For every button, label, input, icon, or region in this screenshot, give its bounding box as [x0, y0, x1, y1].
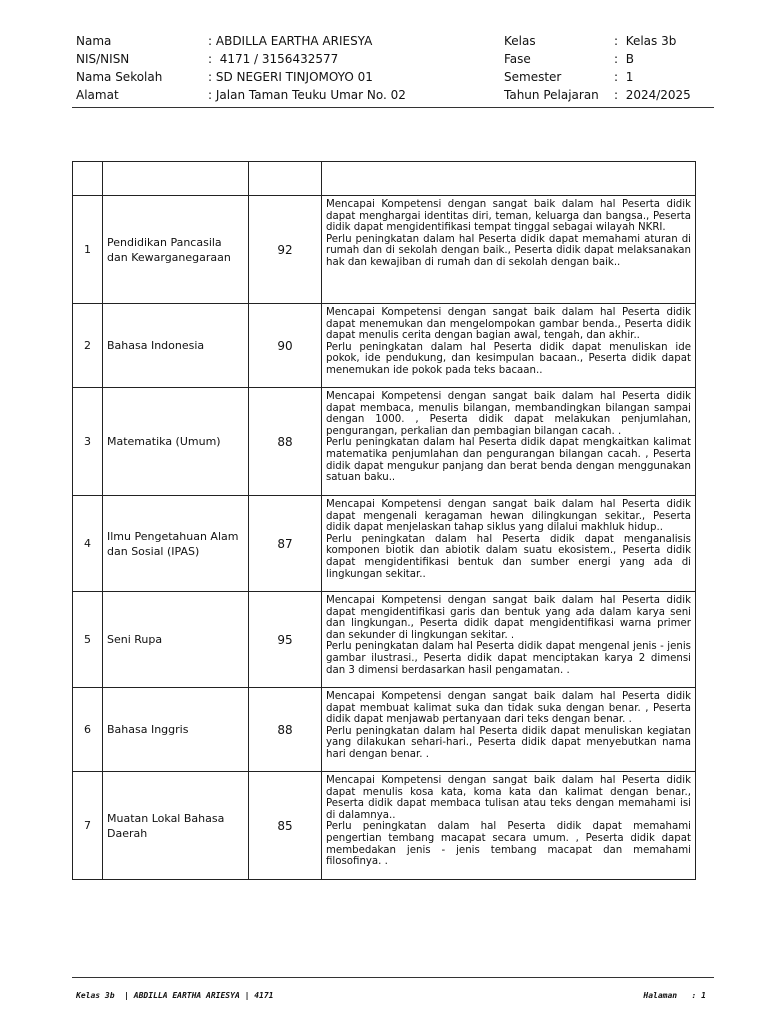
info-value: 1 [625, 70, 634, 84]
grades-table [72, 161, 696, 880]
subject-description [322, 772, 696, 880]
subject-name: Muatan Lokal Bahasa Daerah [103, 772, 249, 880]
row-number: 7 [73, 772, 103, 880]
separator: : [614, 70, 619, 84]
subject-score: 87 [249, 496, 322, 592]
info-value: ABDILLA EARTHA ARIESYA [215, 34, 373, 48]
table-row [73, 772, 696, 880]
subject-name: Bahasa Indonesia [103, 304, 249, 388]
subject-name: Pendidikan Pancasila dan Kewarganegaraan [103, 196, 249, 304]
subject-score: 88 [249, 388, 322, 496]
subject-description [322, 688, 696, 772]
info-label: Kelas [504, 34, 536, 48]
info-sep [614, 32, 676, 50]
subject-description [322, 196, 696, 304]
row-number: 6 [73, 688, 103, 772]
description-text: Mencapai Kompetensi dengan sangat baik dalam hal Peserta didik dapat membaca, menulis bilangan, membandingkan bilangan sampai dengan 1000. , Peserta didik dapat melakukan penjumlahan, pengurangan, perkalian dan pembagian bilangan cacah. . Perlu peningkatan dalam hal Peserta didik dapat mengkaitkan kalimat matematika penjumlahan dan pengurangan bilangan cacah. , Peserta didik dapat mengukur panjang dan berat benda dengan menggunakan satuan baku.. [326, 391, 691, 484]
subject-name: Ilmu Pengetahuan Alam dan Sosial (IPAS) [103, 496, 249, 592]
description-text: Mencapai Kompetensi dengan sangat baik dalam hal Peserta didik dapat menulis kosa kata, koma kata dan kalimat dengan benar., Peserta didik dapat membaca tulisan atau teks dengan memahami isi di dalamnya.. Perlu peningkatan dalam hal Peserta didik dapat memahami pengertian tembang macapat secara umum. , Peserta didik dapat membedakan jenis - jenis tembang macapat dan memahami filosofinya. . [326, 775, 691, 868]
header-cell [103, 162, 249, 196]
subject-description [322, 496, 696, 592]
footer-info: Kelas 3b | ABDILLA EARTHA ARIESYA | 4171 [76, 991, 274, 1000]
row-number: 4 [73, 496, 103, 592]
subject-score: 90 [249, 304, 322, 388]
info-row-sekolah [76, 68, 162, 86]
student-info-header [76, 30, 716, 110]
info-value: B [625, 52, 634, 66]
info-row-nis [76, 50, 129, 68]
row-number: 2 [73, 304, 103, 388]
row-number: 3 [73, 388, 103, 496]
info-row-semester [504, 68, 561, 86]
description-text: Mencapai Kompetensi dengan sangat baik dalam hal Peserta didik dapat menemukan dan mengelompokan gambar benda., Peserta didik dapat menulis cerita dengan bagian awal, tengah, dan akhir.. Perlu peningkatan dalam hal Peserta didik dapat menuliskan ide pokok, ide pendukung, dan kesimpulan bacaan., Peserta didik dapat menemukan ide pokok pada teks bacaan.. [326, 307, 691, 376]
row-number: 5 [73, 592, 103, 688]
table-header-row [73, 162, 696, 196]
info-sep [614, 68, 633, 86]
info-sep [208, 32, 372, 50]
subject-name: Matematika (Umum) [103, 388, 249, 496]
table-row [73, 196, 696, 304]
subject-score: 95 [249, 592, 322, 688]
info-label: Nama [76, 34, 112, 48]
info-value: 2024/2025 [625, 88, 691, 102]
description-text: Mencapai Kompetensi dengan sangat baik dalam hal Peserta didik dapat membuat kalimat suka dan tidak suka dengan benar. , Peserta didik dapat menjawab pertanyaan dari teks dengan benar. . Perlu peningkatan dalam hal Peserta didik dapat menuliskan kegiatan yang dilakukan sehari-hari., Peserta didik dapat menyebutkan nama hari dengan benar. . [326, 691, 691, 760]
info-sep [208, 86, 406, 104]
separator: : [208, 34, 213, 48]
table-row [73, 688, 696, 772]
info-label: Semester [504, 70, 562, 84]
description-text: Mencapai Kompetensi dengan sangat baik dalam hal Peserta didik dapat mengidentifikasi garis dan bentuk yang ada dalam karya seni dan lingkungan., Peserta didik dapat mengidentifikasi warna primer dan sekunder di lingkungan sekitar. . Perlu peningkatan dalam hal Peserta didik dapat mengenal jenis - jenis gambar ilustrasi., Peserta didik dapat menciptakan karya 2 dimensi dan 3 dimensi berdasarkan hasil pengamatan. . [326, 595, 691, 676]
header-cell [73, 162, 103, 196]
info-row-alamat [76, 86, 119, 104]
info-label: Fase [504, 52, 531, 66]
separator: : [208, 70, 213, 84]
page-number: Halaman : 1 [643, 991, 706, 1000]
info-row-nama [76, 32, 111, 50]
subject-name: Bahasa Inggris [103, 688, 249, 772]
subject-score: 88 [249, 688, 322, 772]
info-label: Alamat [76, 88, 119, 102]
description-text: Mencapai Kompetensi dengan sangat baik dalam hal Peserta didik dapat menghargai identitas diri, teman, keluarga dan bangsa., Peserta didik dapat mengidentifikasi tempat tinggal sebagai wilayah NKRI. Perlu peningkatan dalam hal Peserta didik dapat memahami aturan di rumah dan di sekolah dengan baik., Peserta didik dapat melaksanakan hak dan kewajiban di rumah dan di sekolah dengan baik.. [326, 199, 691, 268]
header-cell [249, 162, 322, 196]
info-row-kelas [504, 32, 536, 50]
row-number: 1 [73, 196, 103, 304]
separator: : [208, 88, 213, 102]
separator: : [614, 52, 619, 66]
info-row-tahun [504, 86, 599, 104]
table-row [73, 304, 696, 388]
separator: : [614, 34, 619, 48]
info-sep [208, 68, 373, 86]
subject-description [322, 388, 696, 496]
info-value: 4171 / 3156432577 [219, 52, 339, 66]
info-sep [614, 50, 634, 68]
separator: : [208, 52, 213, 66]
info-sep [614, 86, 691, 104]
subject-score: 85 [249, 772, 322, 880]
subject-score: 92 [249, 196, 322, 304]
info-value: SD NEGERI TINJOMOYO 01 [215, 70, 373, 84]
info-label: NIS/NISN [76, 52, 130, 66]
subject-description [322, 304, 696, 388]
table-row [73, 388, 696, 496]
info-value: Jalan Taman Teuku Umar No. 02 [215, 88, 406, 102]
info-value: Kelas 3b [625, 34, 677, 48]
info-sep [208, 50, 338, 68]
separator: : [614, 88, 619, 102]
info-label: Tahun Pelajaran [504, 88, 599, 102]
description-text: Mencapai Kompetensi dengan sangat baik dalam hal Peserta didik dapat mengenali keragaman hewan dilingkungan sekitar., Peserta didik dapat menjelaskan tahap siklus yang dilalui makhluk hidup.. Perlu peningkatan dalam hal Peserta didik dapat menganalisis komponen biotik dan abiotik dalam suatu ekosistem., Peserta didik dapat mengidentifikasi bentuk dan sumber energi yang ada di lingkungan sekitar.. [326, 499, 691, 580]
header-cell [322, 162, 696, 196]
header-divider [72, 107, 714, 108]
subject-name: Seni Rupa [103, 592, 249, 688]
info-label: Nama Sekolah [76, 70, 163, 84]
subject-description [322, 592, 696, 688]
table-row [73, 496, 696, 592]
info-row-fase [504, 50, 531, 68]
table-row [73, 592, 696, 688]
footer-divider [72, 977, 714, 978]
